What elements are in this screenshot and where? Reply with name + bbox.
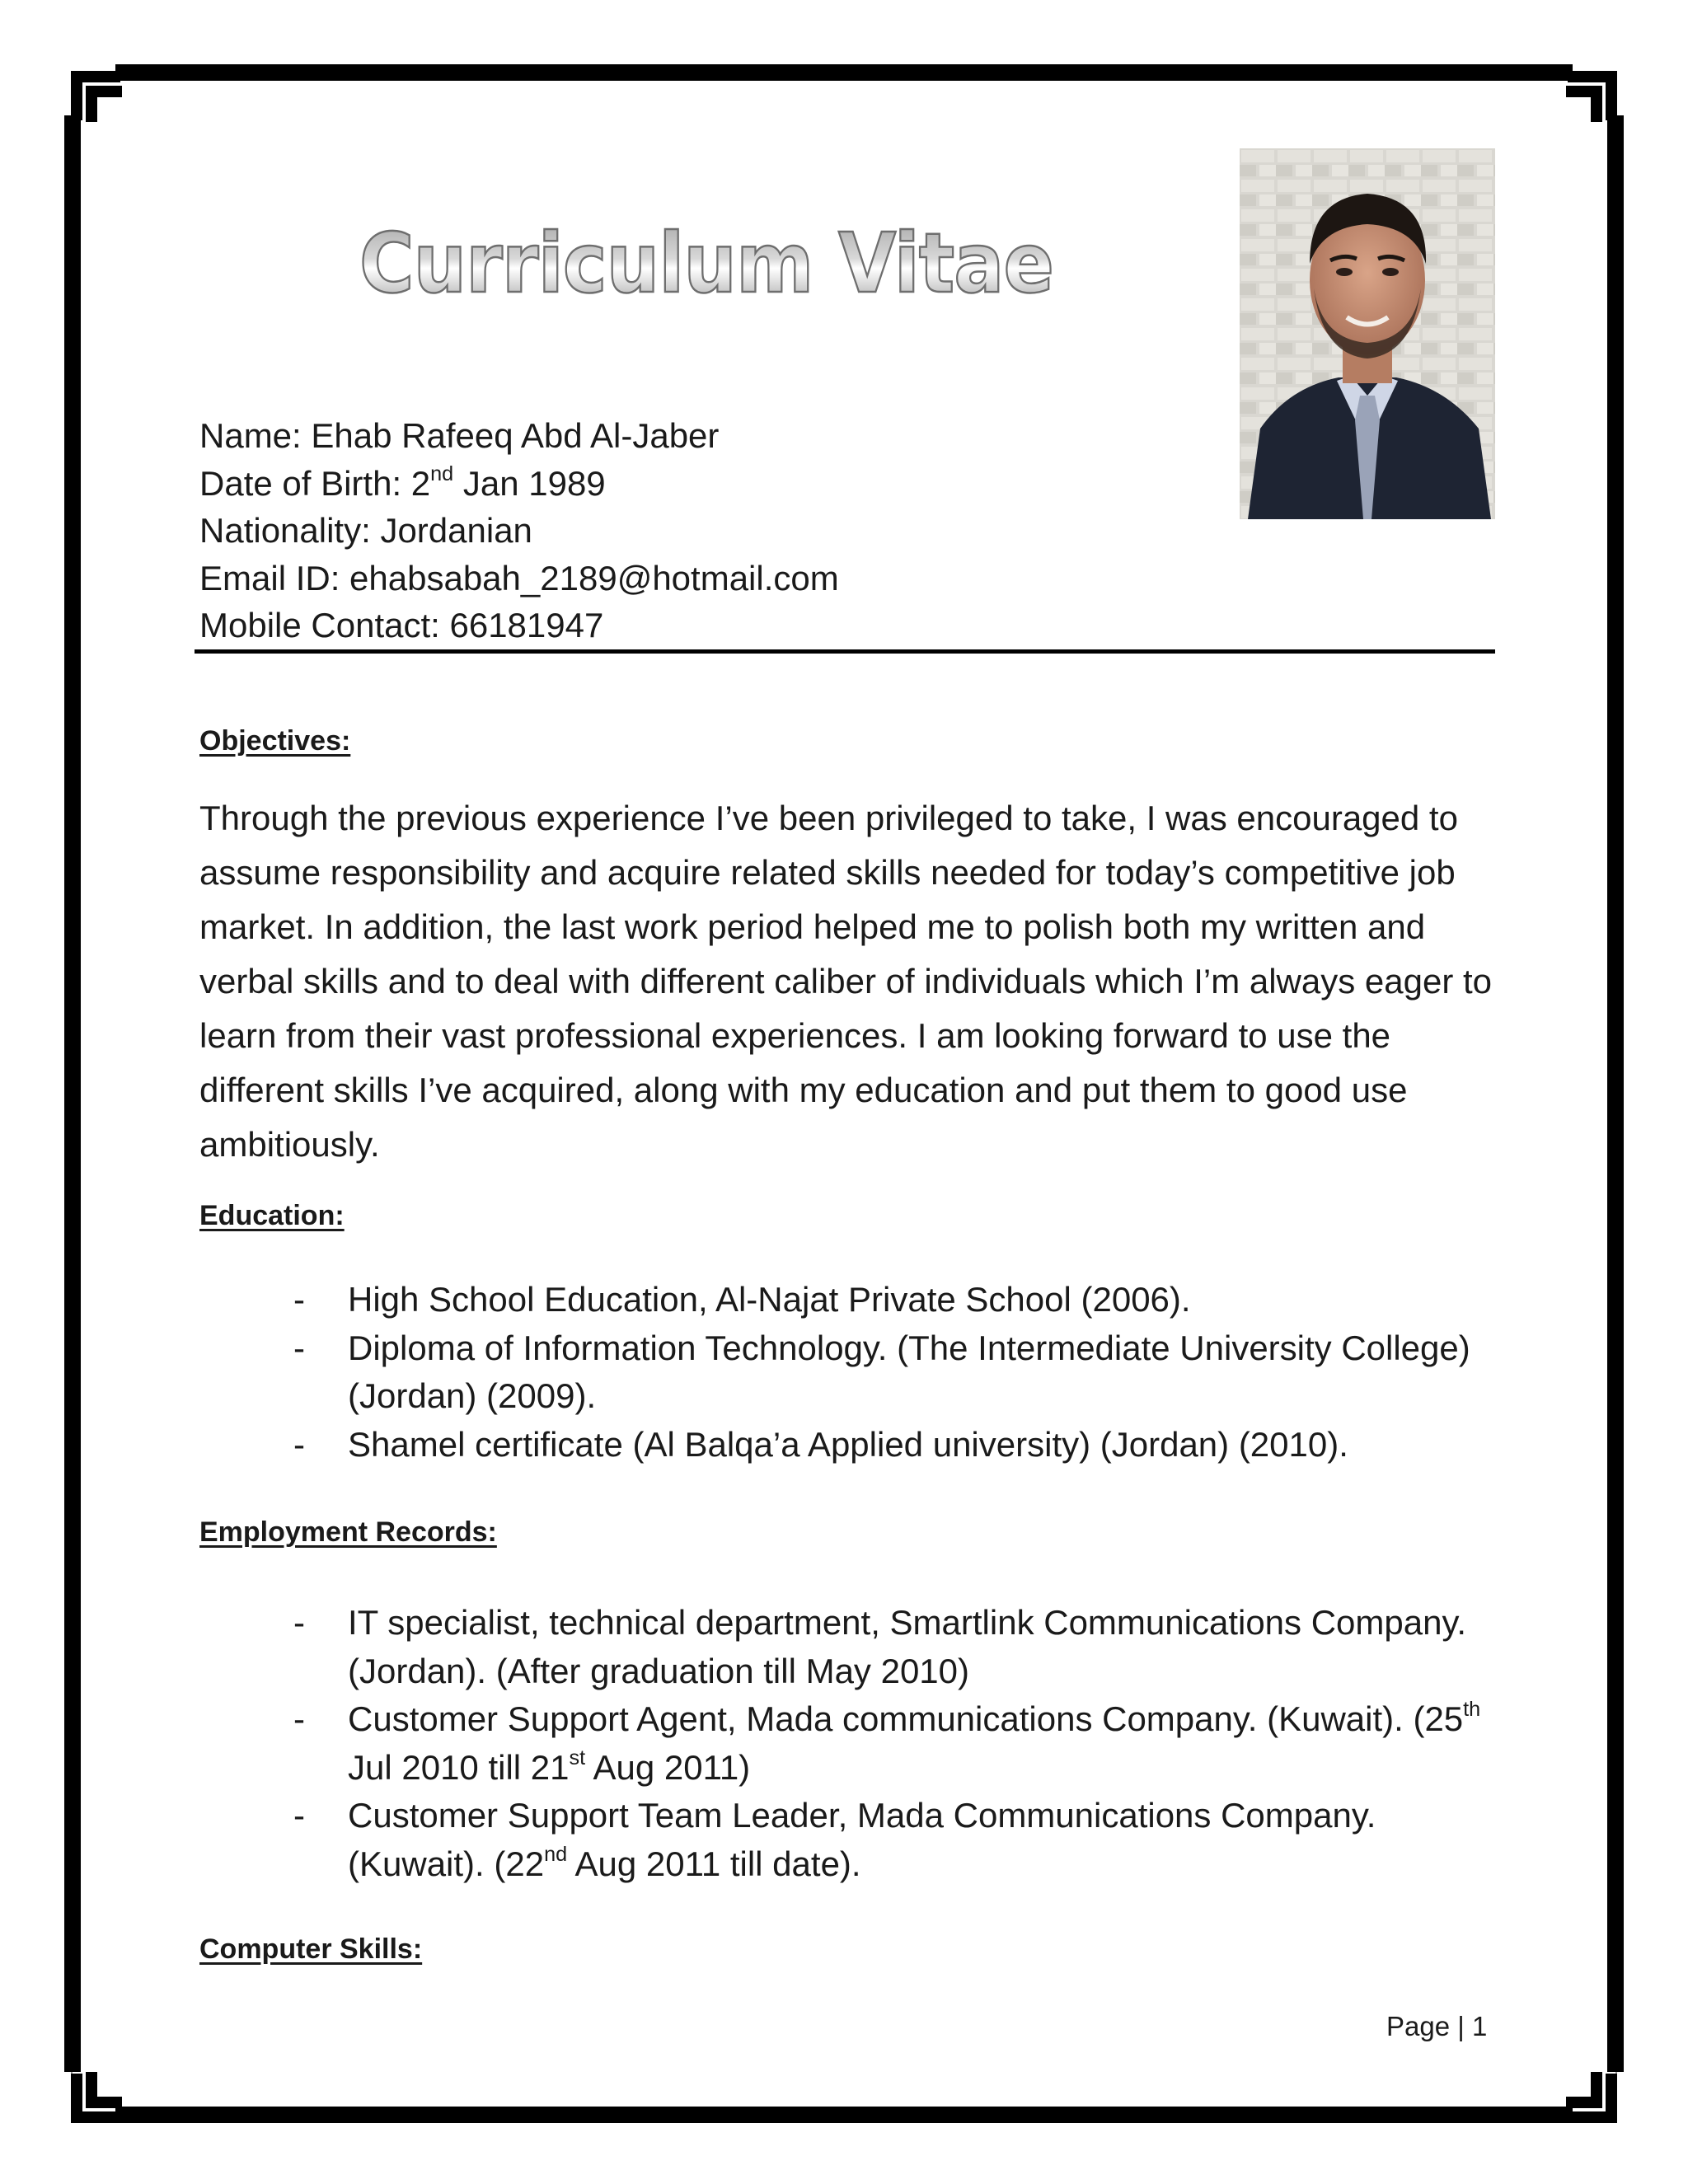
page-number: Page | 1 bbox=[1386, 2011, 1488, 2041]
education-item-text: High School Education, Al-Najat Private School (2006). bbox=[348, 1280, 1191, 1319]
education-heading: Education: bbox=[199, 1200, 345, 1231]
title-text: Curriculum Vitae bbox=[359, 215, 1053, 310]
date-suffix: nd bbox=[544, 1842, 568, 1866]
education-item-text: Diploma of Information Technology. (The Intermediate University College)(Jordan) (2009). bbox=[348, 1328, 1470, 1415]
list-dash: - bbox=[293, 1699, 305, 1738]
mobile-label: Mobile Contact: bbox=[199, 606, 450, 644]
education-item bbox=[293, 1324, 1497, 1421]
objectives-text: Through the previous experience I’ve been privileged to take, I was encouraged to assume responsibility and acquire related skills needed for today’s competitive job market. In addition, the last work period helped me to polish both my written and verbal skills and to deal with different caliber of individuals which I’m always eager to learn from their vast professional experiences. I am looking forward to use the different skills I’ve acquired, along with my education and put them to good use ambitiously. bbox=[199, 799, 1493, 1164]
employment-item bbox=[293, 1599, 1497, 1695]
dob-line bbox=[199, 460, 1502, 508]
computer-skills-heading: Computer Skills: bbox=[199, 1933, 423, 1965]
education-list bbox=[293, 1276, 1497, 1469]
nationality-value: Jordanian bbox=[380, 511, 532, 550]
employment-item-text: Jul 2010 till 21 bbox=[348, 1747, 570, 1787]
list-dash: - bbox=[293, 1603, 305, 1642]
employment-item-text: Customer Support Agent, Mada communications Company. (Kuwait). (25 bbox=[348, 1699, 1464, 1738]
list-dash: - bbox=[293, 1280, 305, 1319]
employment-list bbox=[293, 1599, 1497, 1888]
list-dash: - bbox=[293, 1424, 305, 1464]
personal-info bbox=[199, 412, 1502, 649]
nationality-label: Nationality: bbox=[199, 511, 381, 550]
list-dash: - bbox=[293, 1328, 305, 1367]
education-item bbox=[293, 1276, 1497, 1324]
date-suffix: th bbox=[1463, 1698, 1481, 1722]
employment-heading: Employment Records: bbox=[199, 1516, 497, 1548]
name-label: Name: bbox=[199, 416, 312, 455]
dob-label: Date of Birth: bbox=[199, 463, 411, 503]
education-item-text: Shamel certificate (Al Balqa’a Applied university) (Jordan) (2010). bbox=[348, 1424, 1348, 1464]
date-suffix: st bbox=[569, 1746, 586, 1769]
header-divider bbox=[195, 649, 1495, 654]
employment-item-text: Aug 2011) bbox=[585, 1747, 751, 1787]
dob-suffix: nd bbox=[430, 462, 454, 485]
mobile-value: 66181947 bbox=[449, 606, 604, 644]
name-value: Ehab Rafeeq Abd Al-Jaber bbox=[311, 416, 720, 455]
nationality-line bbox=[199, 507, 1502, 555]
name-line bbox=[199, 412, 1502, 460]
employment-item-text: Customer Support Team Leader, Mada Communications Company. (Kuwait). (22 bbox=[348, 1796, 1376, 1883]
email-line bbox=[199, 555, 1502, 602]
document-title bbox=[359, 211, 1068, 310]
employment-item bbox=[293, 1792, 1497, 1888]
email-value: ehabsabah_2189@hotmail.com bbox=[349, 558, 839, 598]
dob-day: 2 bbox=[410, 463, 431, 503]
employment-item-text: Aug 2011 till date). bbox=[567, 1844, 861, 1883]
email-label: Email ID: bbox=[199, 558, 350, 598]
objectives-heading: Objectives: bbox=[199, 725, 351, 757]
employment-item bbox=[293, 1695, 1497, 1792]
education-item bbox=[293, 1421, 1497, 1469]
dob-rest: Jan 1989 bbox=[453, 463, 606, 503]
mobile-line bbox=[199, 602, 1502, 649]
list-dash: - bbox=[293, 1796, 305, 1835]
employment-item-text: IT specialist, technical department, Smartlink Communications Company. (Jordan). (After graduation till May 2010) bbox=[348, 1603, 1467, 1690]
